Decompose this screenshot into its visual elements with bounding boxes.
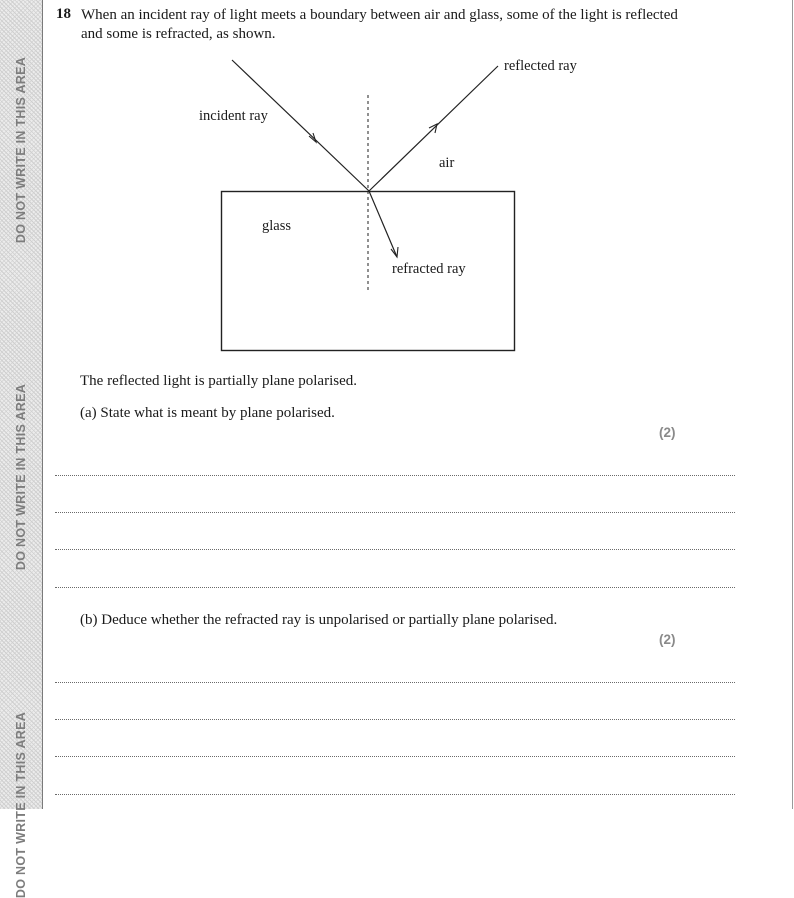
answer-line-b4[interactable]	[55, 794, 735, 795]
answer-line-b1[interactable]	[55, 682, 735, 683]
answer-line-a4[interactable]	[55, 587, 735, 588]
reflected-ray-label: reflected ray	[504, 58, 577, 74]
part-b-label: (b)	[80, 612, 98, 628]
answer-line-a1[interactable]	[55, 475, 735, 476]
part-a-marks: (2)	[659, 425, 676, 440]
margin-warning-label: DO NOT WRITE IN THIS AREA	[14, 711, 28, 898]
incident-ray-label: incident ray	[199, 108, 268, 124]
answer-line-b2[interactable]	[55, 719, 735, 720]
reflected-ray-line	[369, 66, 498, 191]
part-b-marks: (2)	[659, 632, 676, 647]
intro-text: The reflected light is partially plane polarised.	[80, 373, 357, 389]
part-a-question	[80, 405, 335, 422]
refracted-ray-line	[369, 191, 397, 257]
refraction-diagram	[0, 0, 794, 400]
question-number: 18	[56, 6, 71, 22]
part-a-label: (a)	[80, 405, 97, 421]
air-label: air	[439, 155, 455, 171]
margin-warning-label: DO NOT WRITE IN THIS AREA	[14, 383, 28, 571]
part-b-text: Deduce whether the refracted ray is unpolarised or partially plane polarised.	[101, 612, 558, 628]
glass-label: glass	[262, 218, 291, 234]
refracted-ray-label: refracted ray	[392, 261, 466, 277]
answer-line-b3[interactable]	[55, 756, 735, 757]
incident-ray-line	[232, 60, 369, 191]
question-text: When an incident ray of light meets a boundary between air and glass, some of the light is reflected and some is refracted, as shown.	[81, 7, 678, 42]
answer-line-a3[interactable]	[55, 549, 735, 550]
part-a-text: State what is meant by plane polarised.	[100, 405, 335, 421]
answer-line-a2[interactable]	[55, 512, 735, 513]
margin-warning-label: DO NOT WRITE IN THIS AREA	[14, 56, 28, 244]
part-b-question	[80, 612, 557, 629]
